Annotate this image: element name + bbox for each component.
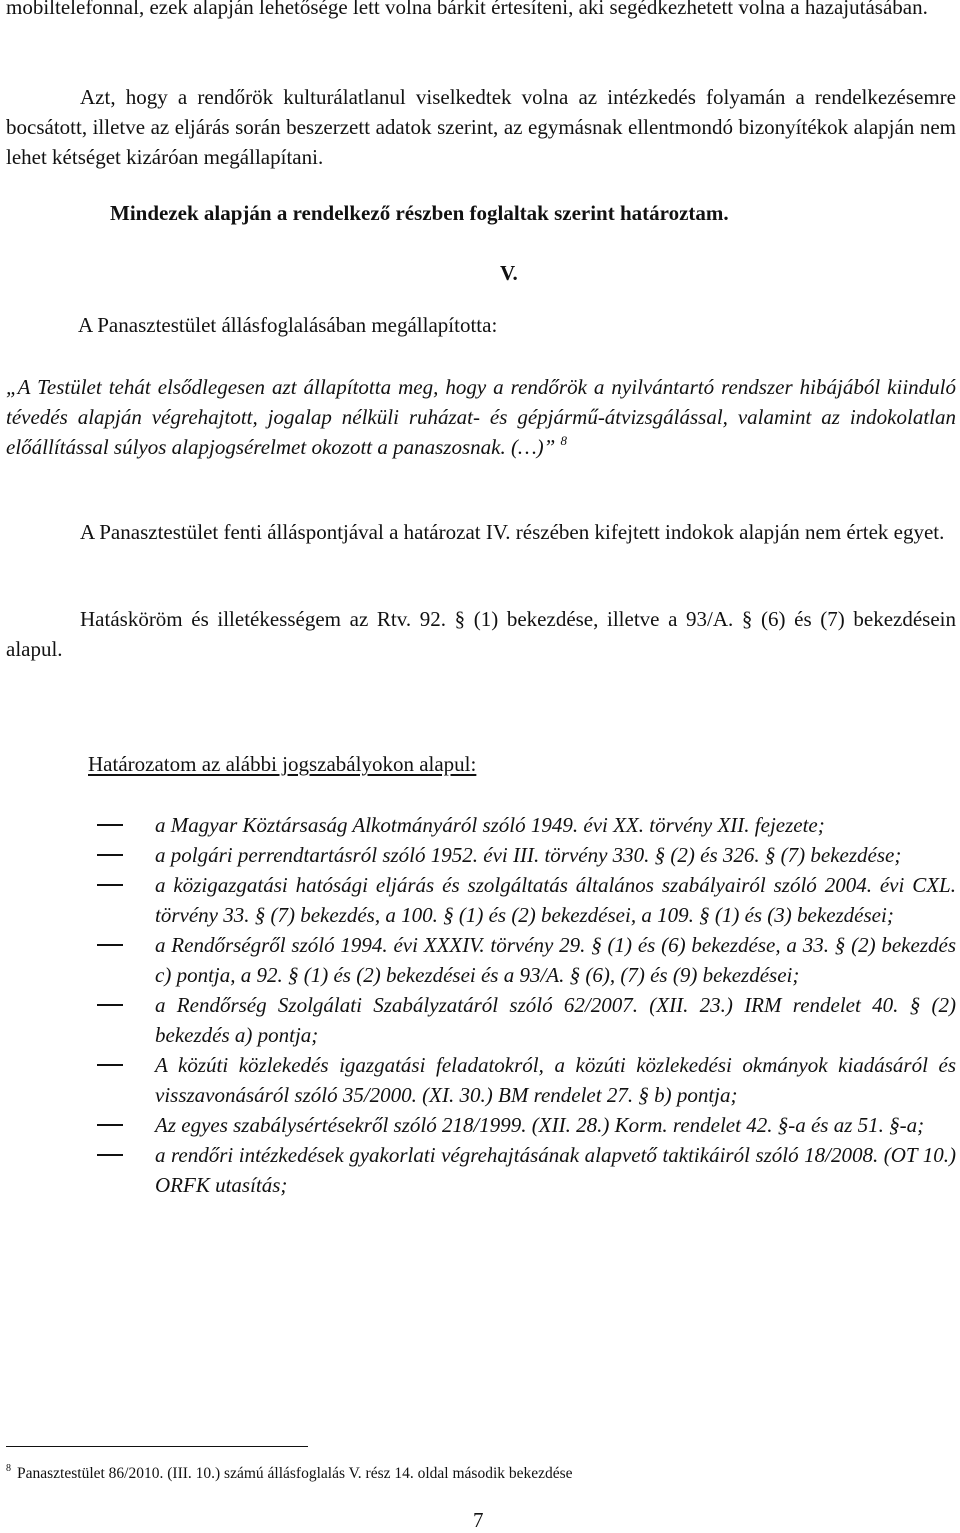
dash-bullet-icon xyxy=(97,1064,123,1066)
paragraph-panasztestulet-intro: A Panasztestület állásfoglalásában megállapította: xyxy=(78,313,498,337)
paragraph-azt-hogy: Azt, hogy a rendőrök kulturálatlanul viselkedtek volna az intézkedés folyamán a rendelkezésemre bocsátott, illetve az eljárás során beszerzett adatok szerint, az egymásnak ellentmondó bizonyítékok alapján nem lehet kétséget kizáróan megállapítani. xyxy=(6,85,956,169)
legal-basis-title: Határozatom az alábbi jogszabályokon alapul: xyxy=(88,752,477,776)
list-item-text: a Rendőrség Szolgálati Szabályzatáról szóló 62/2007. (XII. 23.) IRM rendelet 40. § (2) bekezdés a) pontja; xyxy=(155,993,956,1047)
list-item xyxy=(0,1140,960,1200)
quoted-statement xyxy=(6,372,956,462)
list-item xyxy=(0,1050,960,1110)
list-item xyxy=(0,810,960,840)
list-item-text: a Rendőrségről szóló 1994. évi XXXIV. törvény 29. § (1) és (6) bekezdése, a 33. § (2) bekezdés c) pontja, a 92. § (1) és (2) bekezdései és a 93/A. § (6), (7) és (9) bekezdései; xyxy=(155,933,956,987)
dash-bullet-icon xyxy=(97,1124,123,1126)
legal-basis-list xyxy=(0,810,960,1200)
paragraph-continuation: mobiltelefonnal, ezek alapján lehetősége lett volna bárkit értesíteni, aki segédkezhetett volna a hazajutásában. xyxy=(6,0,928,19)
quote-text: „A Testület tehát elsődlegesen azt állapította meg, hogy a rendőrök a nyilvántartó rendszer hibájából kiinduló tévedés alapján végrehajtott, jogalap nélküli ruházat- és gépjármű-átvizsgálással, valamint az indokolatlan előállítással súlyos alapjogsérelmet okozott a panaszosnak. (…)” xyxy=(6,375,956,459)
list-item xyxy=(0,1110,960,1140)
footnote-text: Panasztestület 86/2010. (III. 10.) számú állásfoglalás V. rész 14. oldal második bekezdése xyxy=(17,1465,573,1482)
list-item-text: a polgári perrendtartásról szóló 1952. évi III. törvény 330. § (2) és 326. § (7) bekezdése; xyxy=(155,843,902,867)
list-item-text: Az egyes szabálysértésekről szóló 218/1999. (XII. 28.) Korm. rendelet 42. §-a és az 51. §-a; xyxy=(155,1113,925,1137)
dash-bullet-icon xyxy=(97,1004,123,1006)
list-item xyxy=(0,930,960,990)
page-number: 7 xyxy=(473,1508,484,1532)
dash-bullet-icon xyxy=(97,1154,123,1156)
section-heading-v: V. xyxy=(500,261,518,285)
list-item-text: a közigazgatási hatósági eljárás és szolgáltatás általános szabályairól szóló 2004. évi CXL. törvény 33. § (7) bekezdés, a 100. § (1) és (2) bekezdései, a 109. § (1) és (3) bekezdései; xyxy=(155,873,956,927)
footnote-mark: 8 xyxy=(6,1463,11,1474)
list-item xyxy=(0,870,960,930)
list-item xyxy=(0,990,960,1050)
footnote-reference: 8 xyxy=(560,433,568,448)
footnote-divider xyxy=(6,1446,308,1447)
list-item-text: a Magyar Köztársaság Alkotmányáról szóló 1949. évi XX. törvény XII. fejezete; xyxy=(155,813,825,837)
list-item-text: A közúti közlekedés igazgatási feladatokról, a közúti közlekedési okmányok kiadásáról és visszavonásáról szóló 35/2000. (XI. 30.) BM rendelet 27. § b) pontja; xyxy=(155,1053,956,1107)
list-item-text: a rendőri intézkedések gyakorlati végrehajtásának alapvető taktikáiról szóló 18/2008. (OT 10.) ORFK utasítás; xyxy=(155,1143,956,1197)
dash-bullet-icon xyxy=(97,884,123,886)
paragraph-mindezek-bold: Mindezek alapján a rendelkező részben foglaltak szerint határoztam. xyxy=(110,201,729,225)
dash-bullet-icon xyxy=(97,824,123,826)
footnote xyxy=(6,1458,573,1485)
paragraph-competence: Hatásköröm és illetékességem az Rtv. 92. § (1) bekezdése, illetve a 93/A. § (6) és (7) bekezdésein alapul. xyxy=(6,607,956,661)
paragraph-disagreement: A Panasztestület fenti álláspontjával a határozat IV. részében kifejtett indokok alapján nem értek egyet. xyxy=(80,520,945,544)
list-item xyxy=(0,840,960,870)
dash-bullet-icon xyxy=(97,854,123,856)
dash-bullet-icon xyxy=(97,944,123,946)
